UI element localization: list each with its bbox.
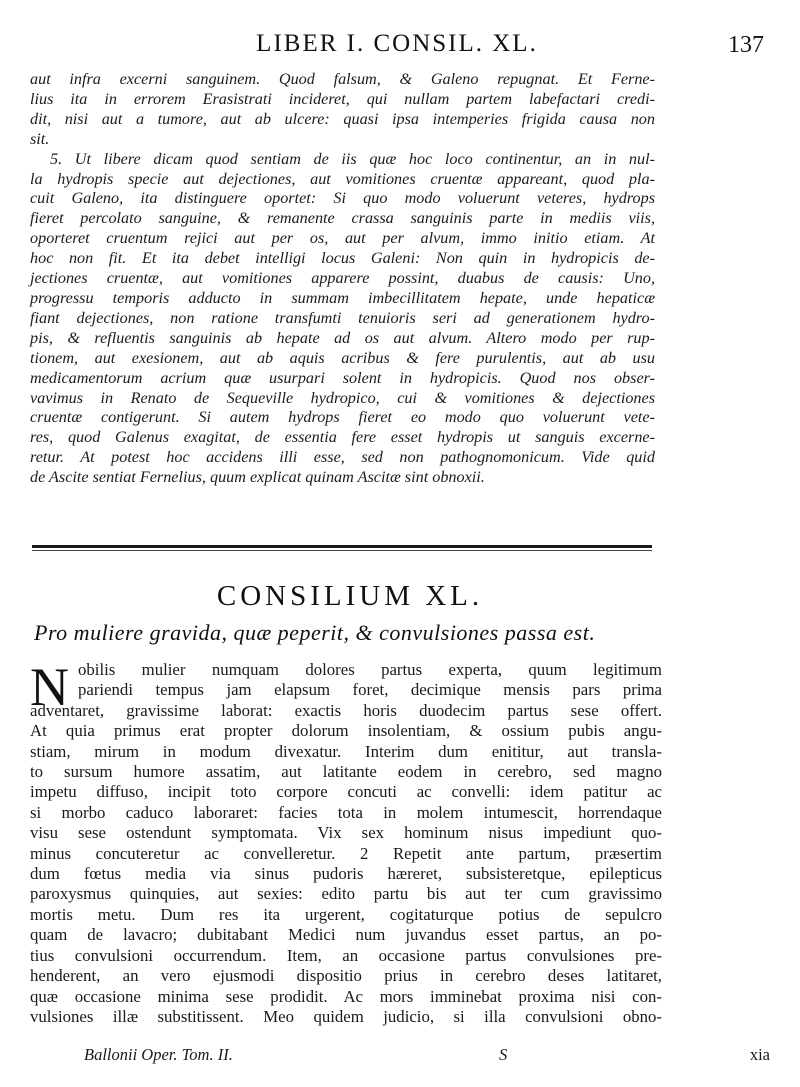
text-line: vulsiones illæ substitissent. Meo quidem judicio, si illa convulsioni obno- <box>30 1006 662 1026</box>
text-line: adventaret, gravissime laborat: exactis horis duodecim partus sese offert. <box>30 700 662 720</box>
text-line: progressu temporis adducto in summam imbecillitatem hepate, unde hepaticæ <box>30 288 655 307</box>
text-line: stiam, mirum in modum divexatur. Interim dum enititur, aut transla- <box>30 741 662 761</box>
text-line: sit. <box>30 129 50 148</box>
text-line: jectiones cruentæ, aut vomitiones apparere possint, duabus de causis: Uno, <box>30 269 655 288</box>
text-line: minus concuteretur ac convelleretur. 2 Repetit ante partum, præsertim <box>30 843 662 863</box>
text-line: tius convulsioni occurrendum. Item, an occasione partus convulsiones pre- <box>30 945 662 965</box>
text-line: cuit Galeno, ita distinguere oportet: Si quo modo voluerunt veteres, hydrops <box>30 189 655 208</box>
text-line: res, quod Galenus exagitat, de essentia fere esset hydropis ut sanguis excerne- <box>30 428 655 447</box>
page-footer <box>84 1045 770 1069</box>
running-title: LIBER I. CONSIL. XL. <box>256 30 538 57</box>
text-line: cruentæ contigerunt. Si autem hydrops fieret eo modo quo voluerunt vete- <box>30 408 655 427</box>
text-line: medicamentorum acrium quæ usurpari solent in hydropicis. Quod nos obser- <box>30 368 655 387</box>
text-line: si morbo caduco laboraret: facies tota in molem intumescit, horrendaque <box>30 802 662 822</box>
text-line: retur. At potest hoc accidens illi esse, sed non pathognomonicum. Vide quid <box>30 448 655 467</box>
section-subtitle: Pro muliere gravida, quæ peperit, & convulsiones passa est. <box>34 620 596 645</box>
text-line: fiant dejectiones, non ratione transfumti tenuioris seri ad generationem hydro- <box>30 308 655 327</box>
text-line: dit, nisi aut a tumore, aut ab ulcere: quasi ipsa intemperies frigida causa non <box>30 109 655 128</box>
text-line: pis, & refluentis sanguinis ab hepate ad os aut alvum. Altero modo per rup- <box>30 328 655 347</box>
text-line: hoc non fit. Et ita debet intelligi locus Galeni: Non quin in hydropicis de- <box>30 249 655 268</box>
text-line: impetu diffuso, incipit toto corpore concuti ac convelli: idem patitur ac <box>30 782 662 802</box>
text-line: obilis mulier numquam dolores partus experta, quum legitimum <box>78 660 662 679</box>
text-line: lius ita in errorem Erasistrati incideret, qui nullam partem labefactari credi- <box>30 89 655 108</box>
text-line: oporteret cruentum rejici aut per os, aut per alvum, immo initio etiam. At <box>30 229 655 248</box>
continued-commentary <box>30 70 655 488</box>
text-line: 5. Ut libere dicam quod sentiam de iis quæ hoc loco continentur, an in nul- <box>50 149 655 168</box>
text-line: fieret percolato sanguine, & remanente crassa sanguinis parte in mediis viis, <box>30 209 655 228</box>
text-line: quam de lavacro; dubitabant Medici num juvandus esset partus, an po- <box>30 925 662 945</box>
text-line: quæ occasione minima sese prodidit. Ac mors imminebat proxima nisi con- <box>30 986 662 1006</box>
catchword: xia <box>749 1045 770 1064</box>
text-line: pariendi tempus jam elapsum foret, decimique mensis pars prima <box>78 680 662 700</box>
text-line: to sursum humore assatim, aut latitante eodem in cerebro, sed magno <box>30 762 662 782</box>
text-line: dum fœtus media via sinus pudoris hæreret, subsisteretque, epilepticus <box>30 864 662 884</box>
section-divider <box>32 545 652 548</box>
text-line: vavimus in Renato de Sequeville hydropico, cui & vomitiones & dejectiones <box>30 388 655 407</box>
footer-book-reference: Ballonii Oper. Tom. II. <box>84 1045 233 1064</box>
text-line: visu sese ostendunt symptomata. Vix sex hominum nisus impediunt quo- <box>30 823 662 843</box>
signature-mark: S <box>499 1045 508 1064</box>
text-line: de Ascite sentiat Fernelius, quum explicat quinam Ascitæ sint obnoxii. <box>30 468 485 487</box>
page-number: 137 <box>728 32 764 58</box>
page-header <box>30 30 764 66</box>
text-line: mortis metu. Dum res ita urgerent, cogitaturque potius de sepulcro <box>30 904 662 924</box>
text-line: tionem, aut exesionem, aut ab aquis acribus & fere purulentis, aut ab usu <box>30 348 655 367</box>
text-line: paroxysmus quinquies, aut sexies: edito partu bis aut ter cum gravissimo <box>30 884 662 904</box>
text-line: henderent, an vero ejusmodi dispositio prius in cerebro deses latitaret, <box>30 966 662 986</box>
text-line: At quia primus erat propter dolorum insolentiam, & ossium pubis angu- <box>30 721 662 741</box>
consilium-body <box>30 657 662 1027</box>
section-heading: CONSILIUM XL. <box>216 580 484 612</box>
text-line: aut infra excerni sanguinem. Quod falsum, & Galeno repugnat. Et Ferne- <box>30 70 655 88</box>
text-line: la hydropis specie aut dejectiones, aut vomitiones cruentæ appareant, quod pla- <box>30 169 655 188</box>
drop-cap: N <box>30 657 69 717</box>
